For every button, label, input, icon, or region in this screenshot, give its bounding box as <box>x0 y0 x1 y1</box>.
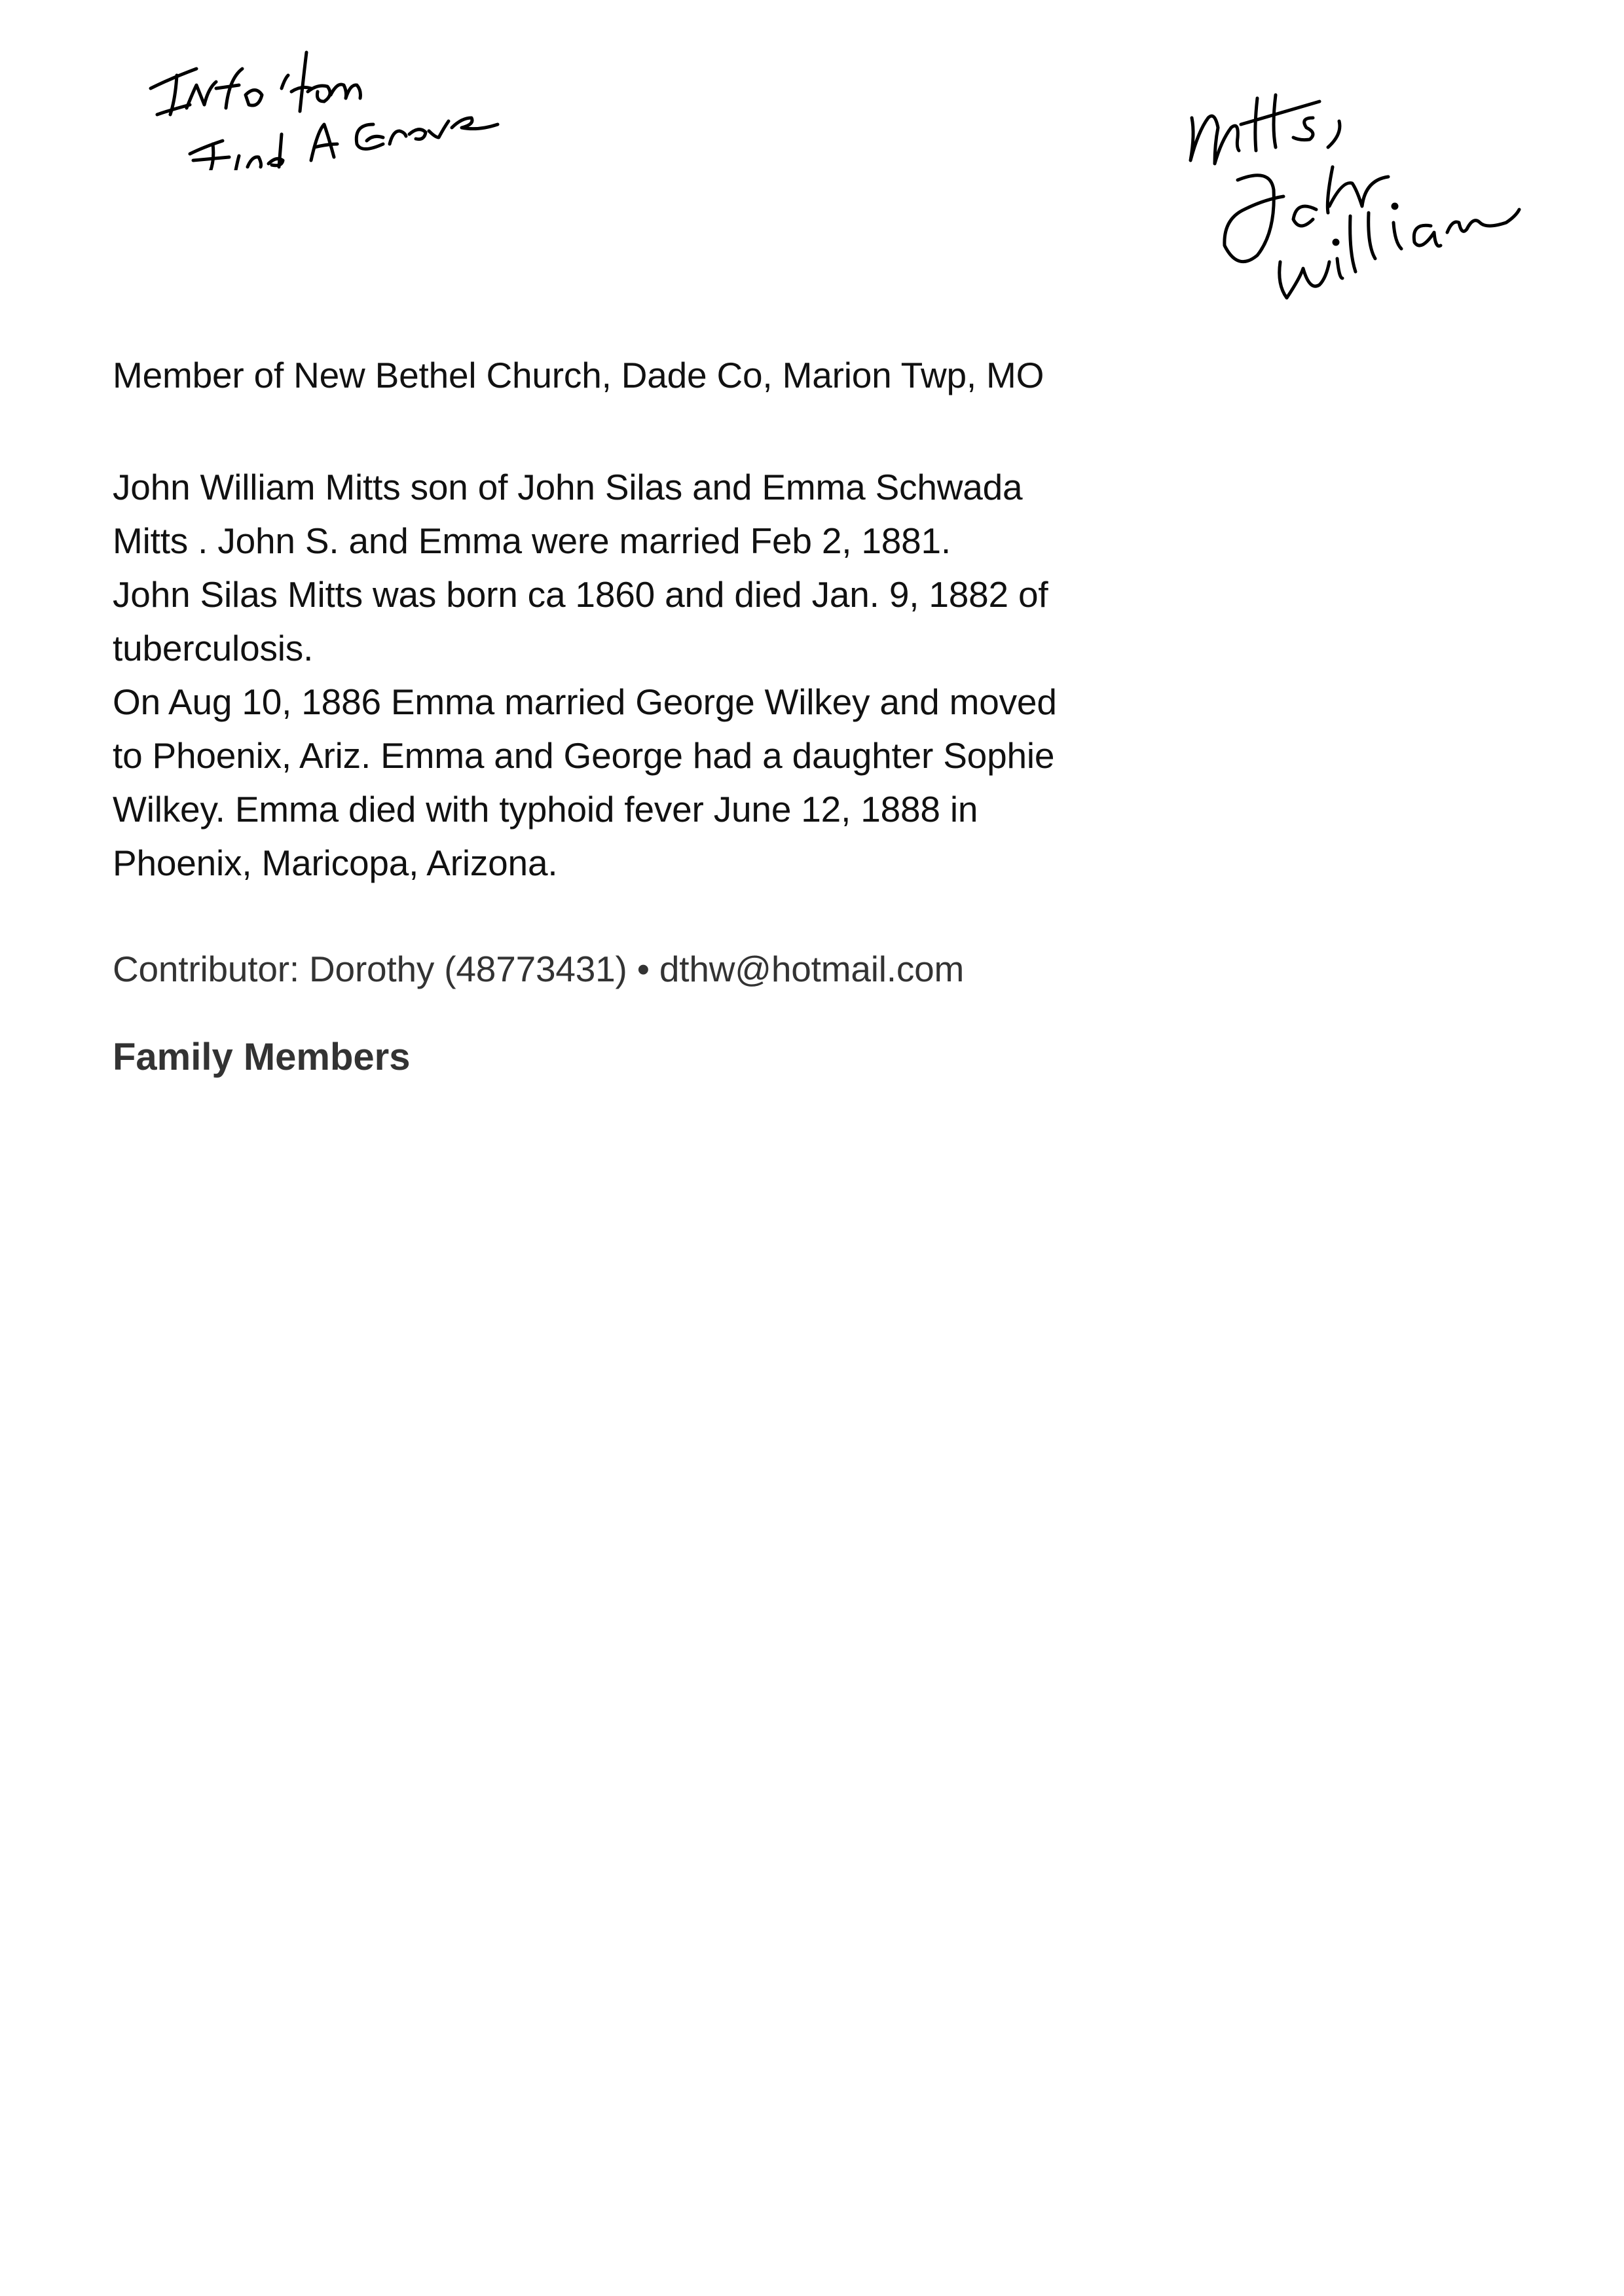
bio-line: Wilkey. Emma died with typhoid fever June 12, 1888 in <box>113 789 978 829</box>
bio-line: John Silas Mitts was born ca 1860 and died Jan. 9, 1882 of <box>113 574 1048 615</box>
bio-line: Mitts . John S. and Emma were married Feb 2, 1881. <box>113 520 951 561</box>
bio-line: to Phoenix, Ariz. Emma and George had a daughter Sophie <box>113 735 1055 776</box>
handwriting-text <box>131 170 132 171</box>
handwritten-name <box>1179 82 1611 324</box>
bio-line: On Aug 10, 1886 Emma married George Wilkey and moved <box>113 682 1057 722</box>
handwritten-note-source <box>131 39 550 170</box>
handwriting-info-from-find-a-grave <box>131 39 550 170</box>
membership-line: Member of New Bethel Church, Dade Co, Marion Twp, MO <box>113 355 1044 395</box>
bio-line: tuberculosis. <box>113 628 314 668</box>
bio-line: Phoenix, Maricopa, Arizona. <box>113 843 558 883</box>
handwriting-mitts-john-william <box>1179 82 1611 324</box>
contributor-line: Contributor: Dorothy (48773431) • dthw@hotmail.com <box>113 949 965 989</box>
bio-line: John William Mitts son of John Silas and Emma Schwada <box>113 467 1023 507</box>
family-members-heading: Family Members <box>113 1036 411 1078</box>
